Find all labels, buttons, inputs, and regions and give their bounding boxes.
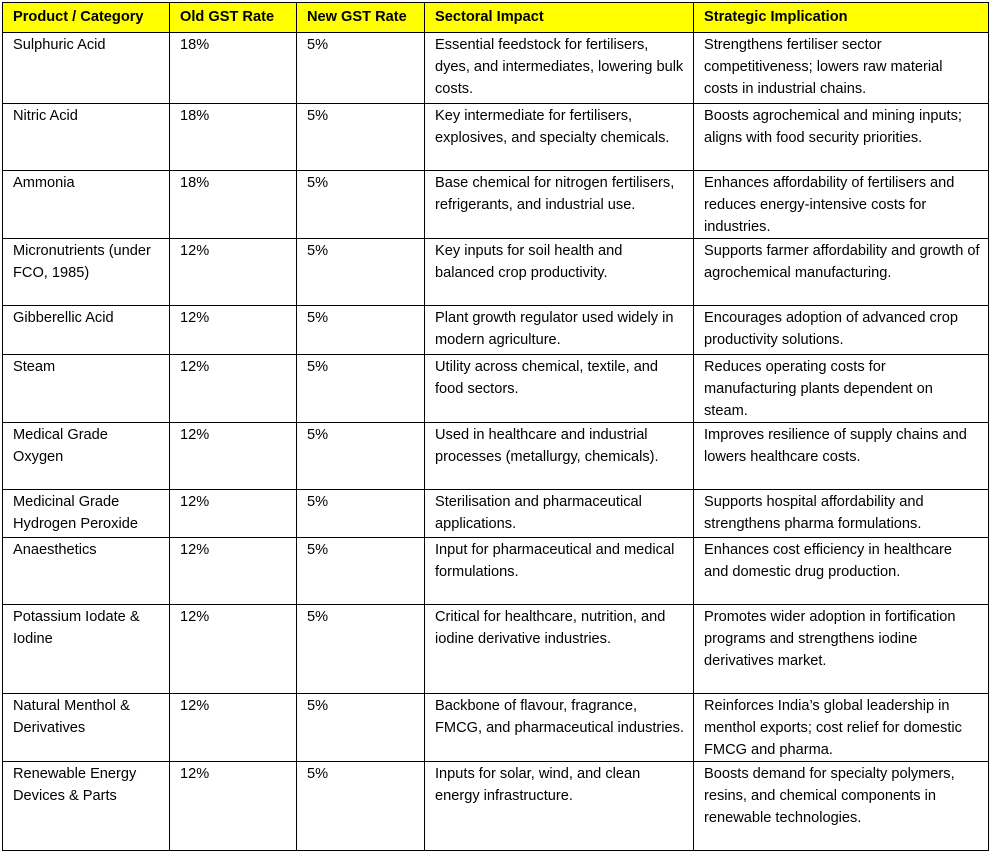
header-sectoral-impact: Sectoral Impact — [425, 3, 694, 33]
cell-old-rate: 12% — [170, 239, 297, 306]
table-row — [3, 306, 989, 355]
cell-old-rate: 18% — [170, 171, 297, 239]
cell-sectoral-impact: Plant growth regulator used widely in modern agriculture. — [425, 306, 694, 355]
cell-strategic-implication: Reinforces India’s global leadership in menthol exports; cost relief for domestic FMCG and pharma. — [694, 694, 989, 762]
cell-new-rate: 5% — [297, 694, 425, 762]
cell-new-rate: 5% — [297, 538, 425, 605]
cell-strategic-implication: Boosts demand for specialty polymers, resins, and chemical components in renewable technologies. — [694, 762, 989, 851]
cell-old-rate: 12% — [170, 490, 297, 538]
gst-rate-table — [2, 2, 989, 851]
cell-strategic-implication: Improves resilience of supply chains and lowers healthcare costs. — [694, 423, 989, 490]
cell-new-rate: 5% — [297, 104, 425, 171]
table-row — [3, 239, 989, 306]
cell-new-rate: 5% — [297, 239, 425, 306]
cell-product: Sulphuric Acid — [3, 33, 170, 104]
table-row — [3, 171, 989, 239]
cell-new-rate: 5% — [297, 33, 425, 104]
cell-product: Anaesthetics — [3, 538, 170, 605]
cell-sectoral-impact: Used in healthcare and industrial processes (metallurgy, chemicals). — [425, 423, 694, 490]
cell-product: Micronutrients (under FCO, 1985) — [3, 239, 170, 306]
cell-old-rate: 12% — [170, 538, 297, 605]
cell-new-rate: 5% — [297, 490, 425, 538]
cell-sectoral-impact: Key inputs for soil health and balanced crop productivity. — [425, 239, 694, 306]
header-old-gst-rate: Old GST Rate — [170, 3, 297, 33]
cell-sectoral-impact: Backbone of flavour, fragrance, FMCG, and pharmaceutical industries. — [425, 694, 694, 762]
table-header-row — [3, 3, 989, 33]
header-product-category: Product / Category — [3, 3, 170, 33]
table-row — [3, 538, 989, 605]
cell-sectoral-impact: Inputs for solar, wind, and clean energy infrastructure. — [425, 762, 694, 851]
table-row — [3, 104, 989, 171]
cell-sectoral-impact: Key intermediate for fertilisers, explosives, and specialty chemicals. — [425, 104, 694, 171]
cell-new-rate: 5% — [297, 605, 425, 694]
cell-sectoral-impact: Sterilisation and pharmaceutical applications. — [425, 490, 694, 538]
header-new-gst-rate: New GST Rate — [297, 3, 425, 33]
cell-sectoral-impact: Utility across chemical, textile, and food sectors. — [425, 355, 694, 423]
table-row — [3, 694, 989, 762]
header-strategic-implication: Strategic Implication — [694, 3, 989, 33]
cell-old-rate: 12% — [170, 306, 297, 355]
table-row — [3, 423, 989, 490]
cell-product: Medical Grade Oxygen — [3, 423, 170, 490]
cell-product: Nitric Acid — [3, 104, 170, 171]
cell-strategic-implication: Enhances affordability of fertilisers and reduces energy-intensive costs for industries. — [694, 171, 989, 239]
cell-old-rate: 12% — [170, 694, 297, 762]
cell-new-rate: 5% — [297, 762, 425, 851]
cell-strategic-implication: Reduces operating costs for manufacturing plants dependent on steam. — [694, 355, 989, 423]
cell-old-rate: 12% — [170, 423, 297, 490]
cell-new-rate: 5% — [297, 355, 425, 423]
cell-strategic-implication: Supports hospital affordability and strengthens pharma formulations. — [694, 490, 989, 538]
cell-strategic-implication: Boosts agrochemical and mining inputs; aligns with food security priorities. — [694, 104, 989, 171]
cell-sectoral-impact: Essential feedstock for fertilisers, dyes, and intermediates, lowering bulk costs. — [425, 33, 694, 104]
cell-new-rate: 5% — [297, 306, 425, 355]
cell-product: Natural Menthol & Derivatives — [3, 694, 170, 762]
cell-strategic-implication: Supports farmer affordability and growth of agrochemical manufacturing. — [694, 239, 989, 306]
table-row — [3, 490, 989, 538]
cell-new-rate: 5% — [297, 423, 425, 490]
cell-old-rate: 18% — [170, 33, 297, 104]
cell-old-rate: 12% — [170, 762, 297, 851]
cell-old-rate: 12% — [170, 605, 297, 694]
cell-strategic-implication: Promotes wider adoption in fortification programs and strengthens iodine derivatives market. — [694, 605, 989, 694]
cell-sectoral-impact: Critical for healthcare, nutrition, and iodine derivative industries. — [425, 605, 694, 694]
cell-old-rate: 18% — [170, 104, 297, 171]
cell-product: Medicinal Grade Hydrogen Peroxide — [3, 490, 170, 538]
cell-product: Steam — [3, 355, 170, 423]
table-row — [3, 355, 989, 423]
cell-product: Potassium Iodate & Iodine — [3, 605, 170, 694]
cell-sectoral-impact: Input for pharmaceutical and medical formulations. — [425, 538, 694, 605]
table-row — [3, 605, 989, 694]
cell-product: Ammonia — [3, 171, 170, 239]
table-row — [3, 33, 989, 104]
cell-strategic-implication: Enhances cost efficiency in healthcare and domestic drug production. — [694, 538, 989, 605]
cell-sectoral-impact: Base chemical for nitrogen fertilisers, refrigerants, and industrial use. — [425, 171, 694, 239]
cell-strategic-implication: Encourages adoption of advanced crop productivity solutions. — [694, 306, 989, 355]
cell-old-rate: 12% — [170, 355, 297, 423]
cell-product: Renewable Energy Devices & Parts — [3, 762, 170, 851]
table-row — [3, 762, 989, 851]
cell-product: Gibberellic Acid — [3, 306, 170, 355]
cell-new-rate: 5% — [297, 171, 425, 239]
cell-strategic-implication: Strengthens fertiliser sector competitiveness; lowers raw material costs in industrial chains. — [694, 33, 989, 104]
